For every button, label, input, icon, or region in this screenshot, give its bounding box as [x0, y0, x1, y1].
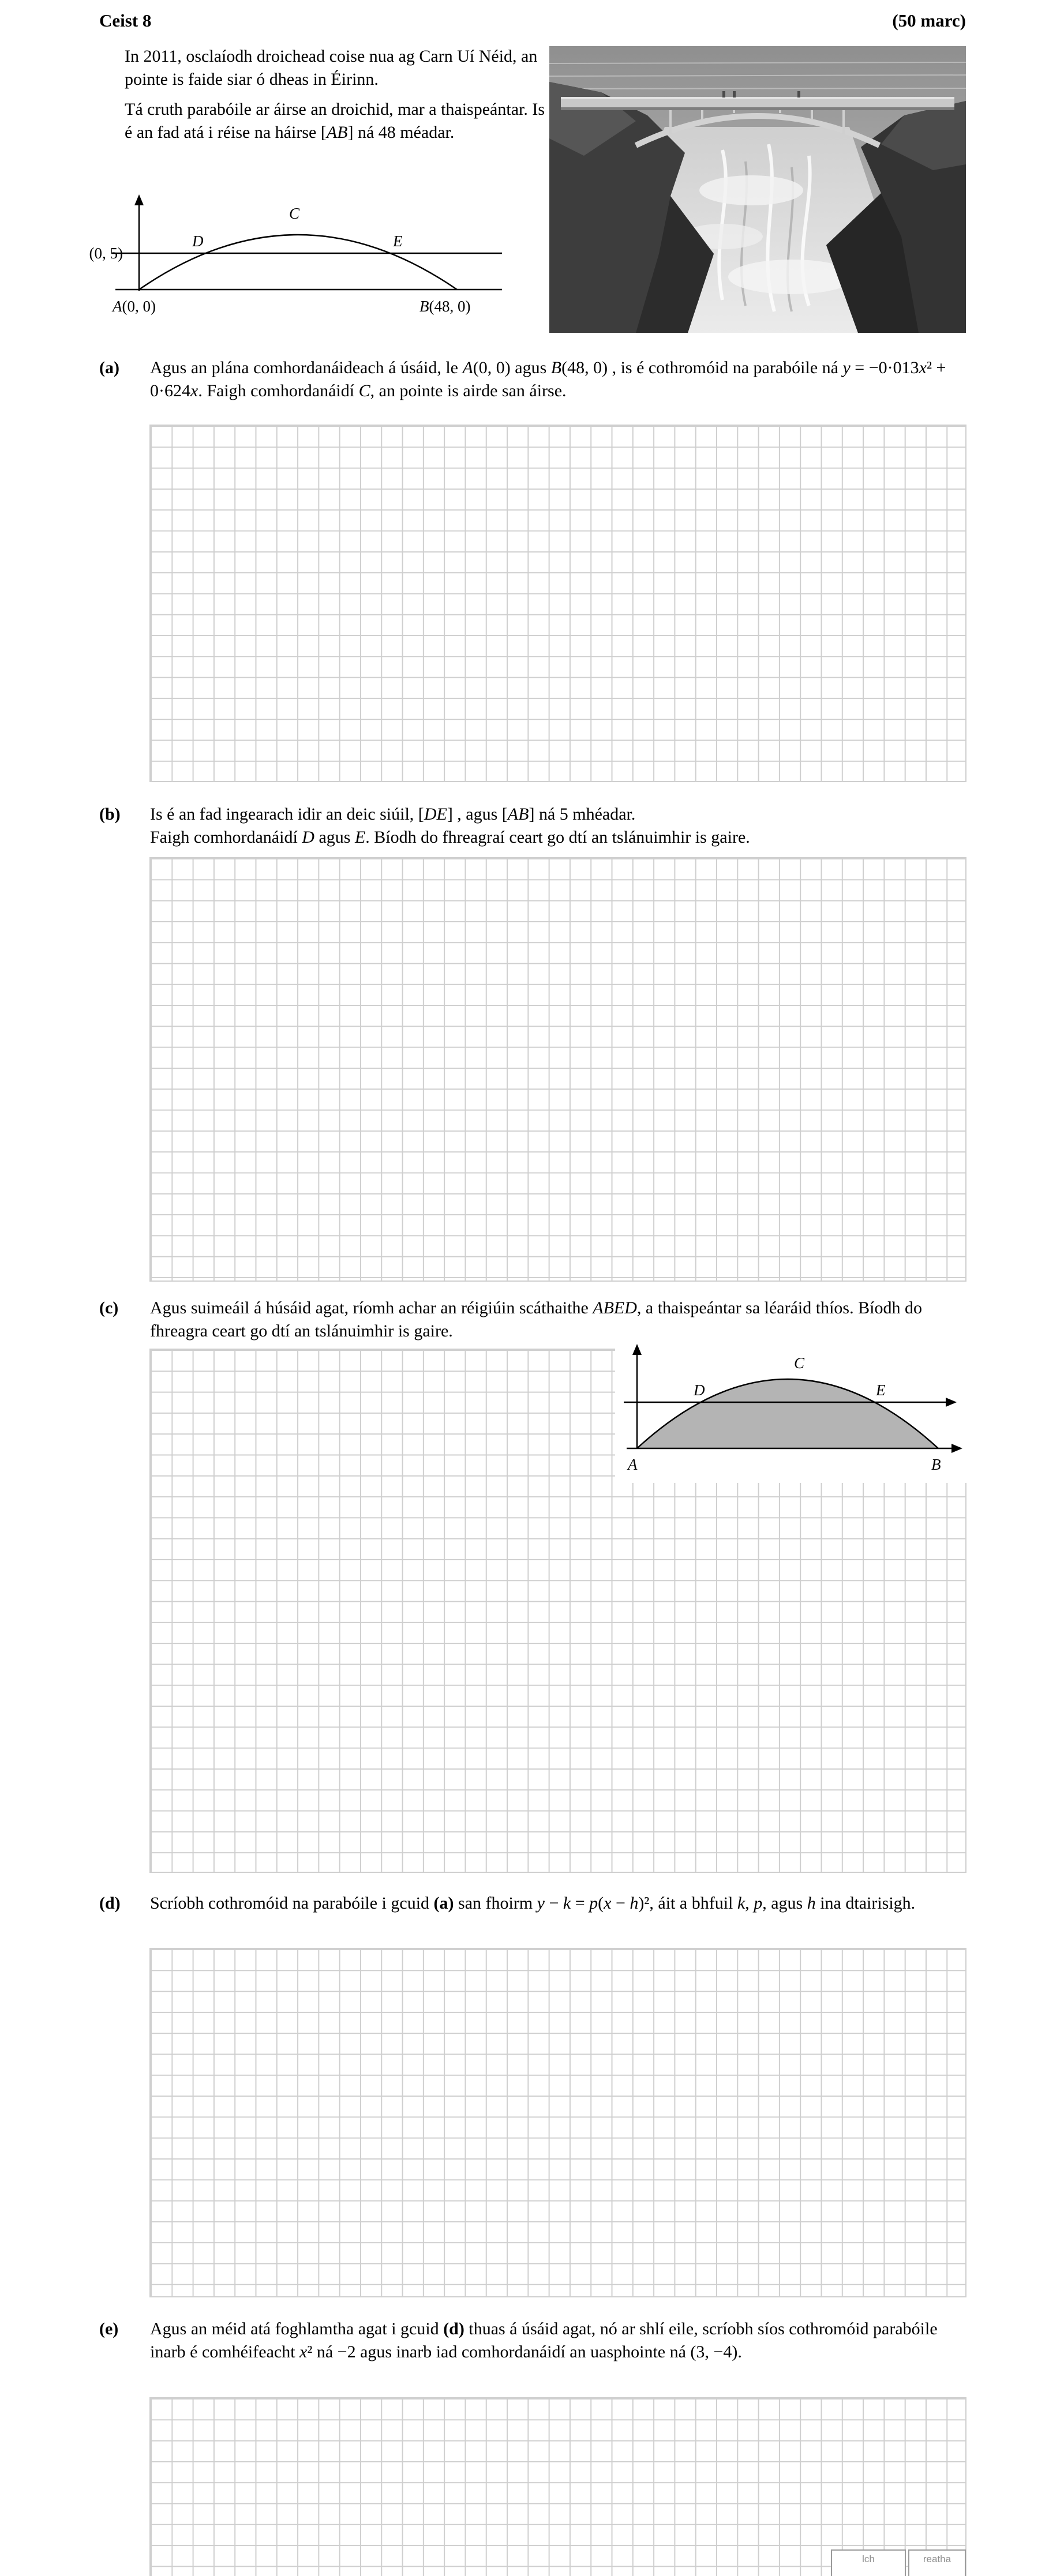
answer-grid-d [149, 1948, 966, 2297]
y-axis-arrow [134, 194, 144, 205]
point-b-label: B(48, 0) [419, 298, 471, 315]
part-b-line1: Is é an fad ingearach idir an deic siúil, [DE] , agus [AB] ná 5 mhéadar. [150, 805, 636, 824]
part-b-line2: Faigh comhordanáidí D agus E. Bíodh do fhreagraí ceart go dtí an tslánuimhir is gaire. [150, 828, 750, 847]
shaded-region-diagram [615, 1336, 967, 1483]
running-page-box [908, 2549, 966, 2576]
part-b-text [150, 803, 967, 849]
point-b-label: B [931, 1456, 941, 1473]
part-a-label: (a) [99, 358, 119, 377]
part-c-text: Agus suimeáil á húsáid agat, ríomh achar an réigiúin scáthaithe ABED, a thaispeántar sa léaráid thíos. Bíodh do fhreagra ceart go dtí an tslánuimhir is gaire. [150, 1298, 922, 1340]
part-d-text: Scríobh cothromóid na parabóile i gcuid (a) san fhoirm y − k = p(x − h)², áit a bhfuil k, p, agus h ina dtairisigh. [150, 1894, 916, 1913]
part-e-text: Agus an méid atá foghlamtha agat i gcuid (d) thuas á úsáid agat, nó ar shlí eile, scríobh síos cothromóid parabóile inarb é comhéifeacht x² ná −2 agus inarb iad comhordanáidí an uasphointe ná (3, −4). [150, 2319, 938, 2361]
bridge-deck-shadow [561, 107, 954, 110]
page-box-label: lch [862, 2554, 875, 2564]
arch-diagram [61, 191, 522, 332]
answer-grid-a [149, 425, 966, 782]
point-e-label: E [876, 1381, 886, 1399]
point-d-label: D [694, 1381, 705, 1399]
page-number-box [831, 2549, 906, 2576]
point-a-label: A [628, 1456, 638, 1473]
point-a-label: A(0, 0) [113, 298, 156, 315]
part-a-text: Agus an plána comhordanáideach á úsáid, le A(0, 0) agus B(48, 0) , is é cothromóid na parabóile ná y = −0·013x² + 0·624x. Faigh comhordanáidí C, an pointe is airde san áirse. [150, 358, 946, 400]
part-c-label: (c) [99, 1298, 119, 1317]
part-b-label: (b) [99, 805, 121, 824]
y-intercept-label: (0, 5) [89, 245, 123, 262]
point-c-label: C [289, 205, 300, 222]
parabola-curve [139, 235, 457, 290]
point-d-label: D [192, 232, 204, 250]
point-c-label: C [794, 1354, 805, 1372]
marks-label: (50 marc) [892, 10, 966, 31]
bridge-photo [549, 46, 966, 333]
bridge-railing [561, 97, 954, 99]
part-e-label: (e) [99, 2319, 119, 2338]
intro-paragraph-1: In 2011, osclaíodh droichead coise nua ag Carn Uí Néid, an pointe is faide siar ó dheas in Éirinn. [125, 47, 538, 89]
bridge-deck [561, 99, 954, 107]
running-box-label: reatha [923, 2554, 951, 2564]
question-number: Ceist 8 [99, 10, 152, 31]
point-e-label: E [393, 232, 403, 250]
part-d-label: (d) [99, 1894, 121, 1913]
intro-paragraph-2: Tá cruth parabóile ar áirse an droichid, mar a thaispeántar. Is é an fad atá i réise na háirse [AB] ná 48 méadar. [125, 100, 545, 142]
foam-patch [699, 175, 803, 205]
answer-grid-b [149, 857, 966, 1282]
